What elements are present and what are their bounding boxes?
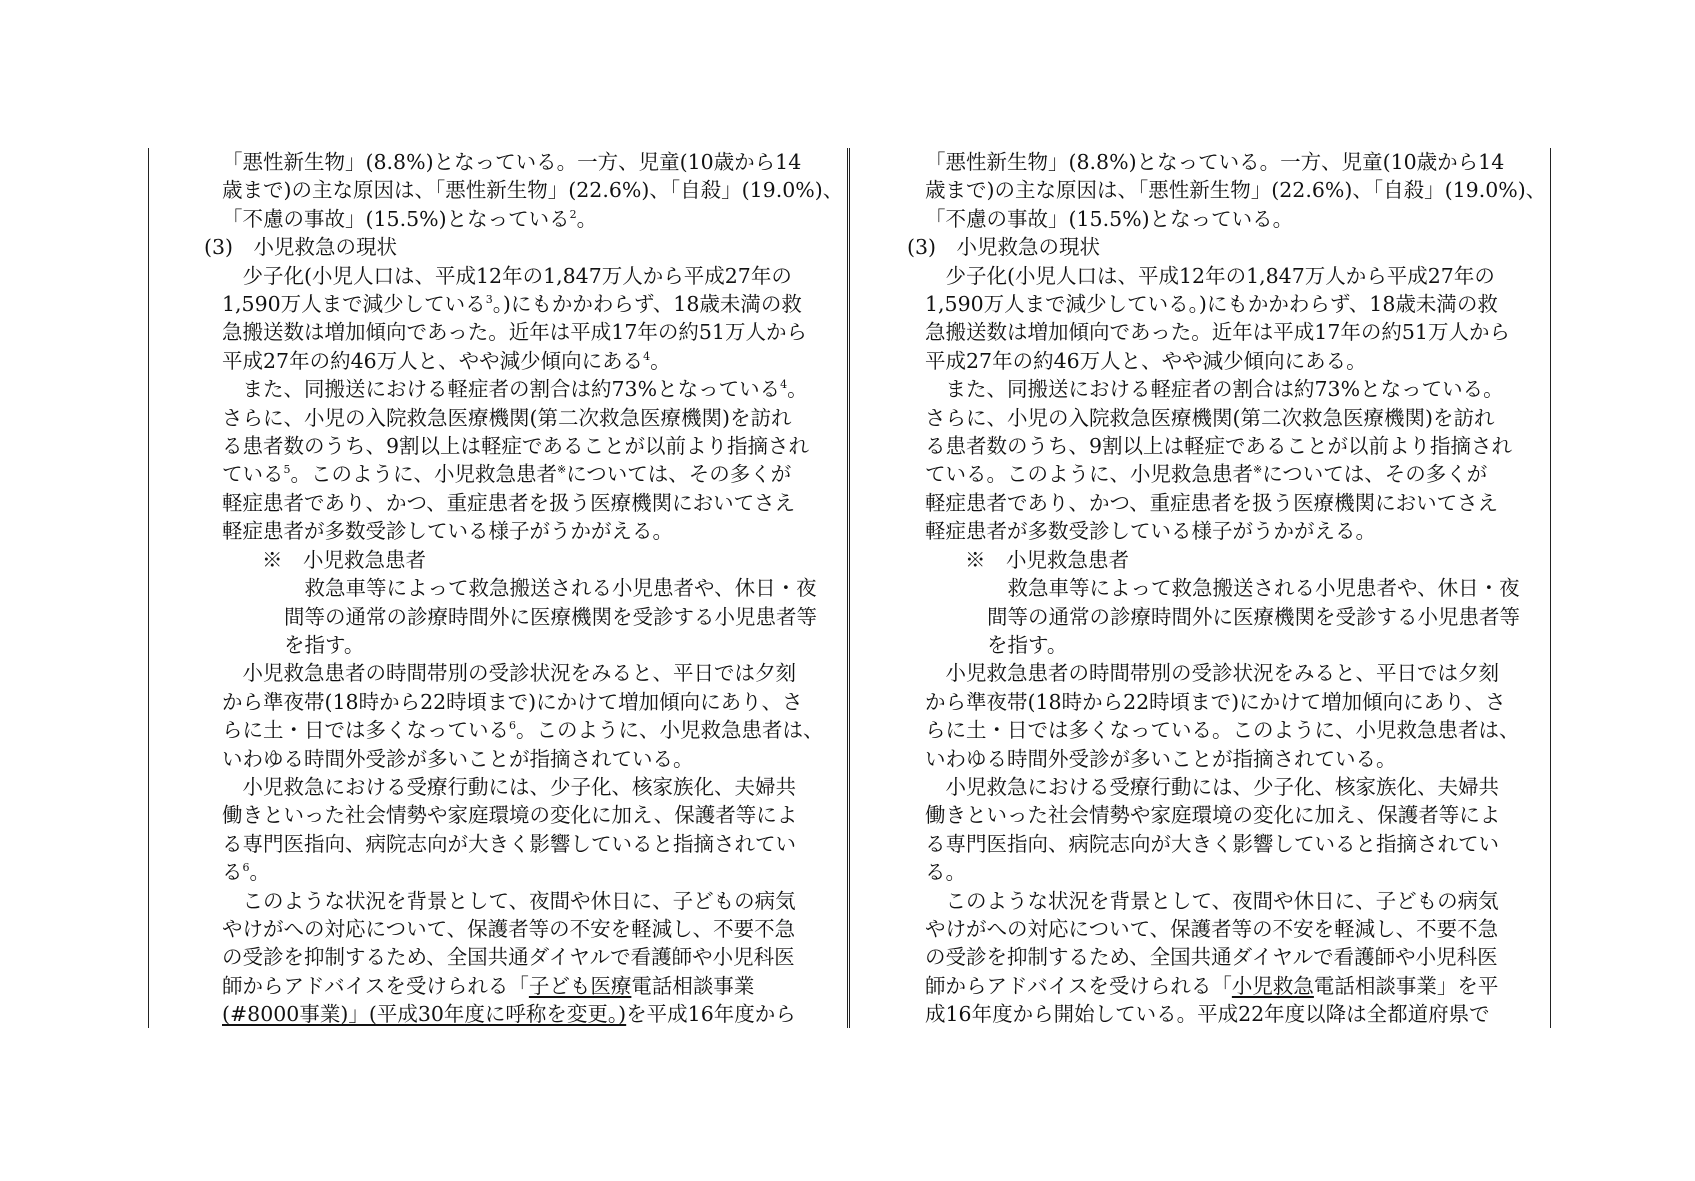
text-line: 「悪性新生物」(8.8%)となっている。一方、児童(10歳から14 [925,150,1505,174]
note-line: 間等の通常の診療時間外に医療機関を受診する小児患者等 [284,604,817,629]
note-mark: ※ [557,463,567,477]
footnote-ref: 6 [242,861,250,875]
note-line: を指す。 [284,632,365,657]
note-line: を指す。 [987,632,1068,657]
text-line: から準夜帯(18時から22時頃まで)にかけて増加傾向にあり、さ [925,689,1506,714]
text-line: 歳まで)の主な原因は、「悪性新生物」(22.6%)、「自殺」(19.0%)、 [222,178,844,203]
text-line: このような状況を背景として、夜間や休日に、子どもの病気 [222,888,796,913]
text-line: 小児救急患者の時間帯別の受診状況をみると、平日では夕刻 [925,661,1499,686]
column-rule-right-inner [849,148,850,1028]
note-mark: ※ [1253,463,1263,477]
right-column-current [907,148,1547,1029]
text-line: ている。このように、小児救急患者※については、その多くが [925,462,1488,487]
text-line: る専門医指向、病院志向が大きく影響していると指摘されてい [222,831,796,856]
changed-text: 小児救急 [1231,973,1314,998]
text-line: らに土・日では多くなっている$^6$。このように、小児救急患者は、 [222,718,824,743]
footnote-ref: 6 [509,719,516,733]
section-heading: (3) 小児救急の現状 [907,235,1101,260]
text-line: 小児救急における受療行動には、少子化、核家族化、夫婦共 [925,774,1499,799]
text-line: 働きといった社会情勢や家庭環境の変化に加え、保護者等によ [925,803,1501,828]
text-line: 急搬送数は増加傾向であった。近年は平成17年の約51万人から [925,320,1510,345]
text-line: らに土・日では多くなっている。このように、小児救急患者は、 [925,718,1520,743]
text-line: また、同搬送における軽症者の割合は約73%となっている$^4$。 [222,377,808,402]
text-line: る$^6$。 [222,860,270,885]
text-line: いわゆる時間外受診が多いことが指摘されている。 [925,746,1397,771]
footnote-ref: 5 [283,463,291,477]
text-line: このような状況を背景として、夜間や休日に、子どもの病気 [925,888,1499,913]
text-line: 師からアドバイスを受けられる「小児救急電話相談事業」を平 [925,973,1499,998]
text-line: 軽症患者であり、かつ、重症患者を扱う医療機関においてさえ [925,490,1499,515]
text-line: 平成27年の約46万人と、やや減少傾向にある$^4$。 [222,348,671,373]
note-line: 救急車等によって救急搬送される小児患者や、休日・夜 [284,576,817,601]
text-line: る患者数のうち、9割以上は軽症であることが以前より指摘され [222,434,810,459]
text-line: 少子化(小児人口は、平成12年の1,847万人から平成27年の [222,263,792,288]
section-heading: (3) 小児救急の現状 [204,235,398,260]
column-rule-right-outer [1550,148,1551,1028]
text-line: 歳まで)の主な原因は、「悪性新生物」(22.6%)、「自殺」(19.0%)、 [925,178,1547,203]
column-rule-left-inner [847,148,848,1028]
text-line: る患者数のうち、9割以上は軽症であることが以前より指摘され [925,434,1513,459]
text-line: また、同搬送における軽症者の割合は約73%となっている。 [925,377,1504,402]
text-line: 少子化(小児人口は、平成12年の1,847万人から平成27年の [925,263,1495,288]
text-line: 師からアドバイスを受けられる「子ども医療電話相談事業 [222,973,755,998]
text-line: ている$^5$。このように、小児救急患者※については、その多くが [222,462,792,487]
text-line: さらに、小児の入院救急医療機関(第二次救急医療機関)を訪れ [222,405,792,430]
text-line: 小児救急患者の時間帯別の受診状況をみると、平日では夕刻 [222,661,796,686]
note-title: ※ 小児救急患者 [965,547,1129,572]
text-line: る専門医指向、病院志向が大きく影響していると指摘されてい [925,831,1499,856]
footnote-ref: 3 [485,293,493,307]
text-line: 急搬送数は増加傾向であった。近年は平成17年の約51万人から [222,320,807,345]
changed-text: (#8000事業)」(平成30年度に呼称を変更。) [222,1002,627,1027]
text-line: 成16年度から開始している。平成22年度以降は全都道府県で [925,1002,1490,1027]
text-line: 軽症患者が多数受診している様子がうかがえる。 [925,519,1376,544]
text-line: 「不慮の事故」(15.5%)となっている。 [925,206,1294,231]
footnote-ref: 4 [780,378,788,392]
text-line: さらに、小児の入院救急医療機関(第二次救急医療機関)を訪れ [925,405,1495,430]
note-line: 救急車等によって救急搬送される小児患者や、休日・夜 [987,576,1520,601]
text-line: る。 [925,860,966,885]
note-line: 間等の通常の診療時間外に医療機関を受診する小児患者等 [987,604,1520,629]
text-line: 「不慮の事故」(15.5%)となっている$^2$。 [222,206,598,231]
text-line: やけがへの対応について、保護者等の不安を軽減し、不要不急 [222,916,796,941]
text-line: 働きといった社会情勢や家庭環境の変化に加え、保護者等によ [222,803,798,828]
note-title: ※ 小児救急患者 [262,547,426,572]
text-line: 軽症患者が多数受診している様子がうかがえる。 [222,519,673,544]
text-line: 「悪性新生物」(8.8%)となっている。一方、児童(10歳から14 [222,150,802,174]
text-line: 軽症患者であり、かつ、重症患者を扱う医療機関においてさえ [222,490,796,515]
text-line: の受診を抑制するため、全国共通ダイヤルで看護師や小児科医 [222,945,795,970]
text-line: から準夜帯(18時から22時頃まで)にかけて増加傾向にあり、さ [222,689,803,714]
text-line: 小児救急における受療行動には、少子化、核家族化、夫婦共 [222,774,796,799]
text-line: (#8000事業)」(平成30年度に呼称を変更。)を平成16年度から [222,1002,796,1027]
column-rule-left-outer [148,148,149,1028]
footnote-ref: 2 [569,207,577,221]
footnote-ref: 4 [643,350,651,364]
text-line: 1,590万人まで減少している。)にもかかわらず、18歳未満の救 [925,292,1498,317]
text-line: いわゆる時間外受診が多いことが指摘されている。 [222,746,694,771]
changed-text: 子ども医療 [528,973,632,998]
text-line: 1,590万人まで減少している$^3$。)にもかかわらず、18歳未満の救 [222,292,802,317]
left-column-revised [204,148,844,1029]
text-line: やけがへの対応について、保護者等の不安を軽減し、不要不急 [925,916,1499,941]
text-line: の受診を抑制するため、全国共通ダイヤルで看護師や小児科医 [925,945,1498,970]
text-line: 平成27年の約46万人と、やや減少傾向にある。 [925,348,1367,373]
